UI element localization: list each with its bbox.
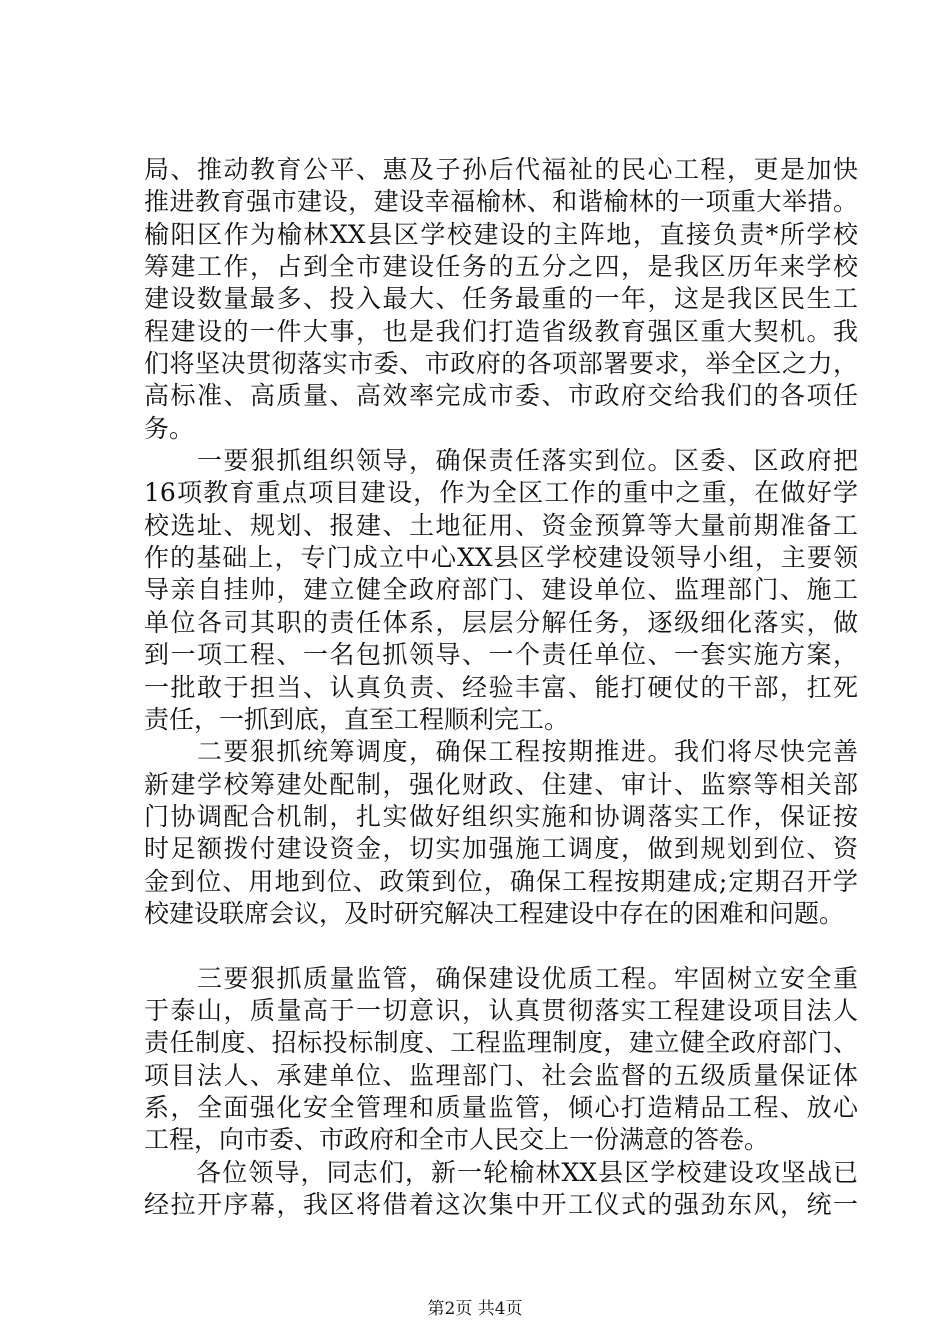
text-line: 金到位、用地到位、政策到位，确保工程按期建成;定期召开学 <box>144 866 858 896</box>
text-line: 三要狠抓质量监管，确保建设优质工程。牢固树立安全重 <box>144 963 858 993</box>
text-line: 校选址、规划、报建、土地征用、资金预算等大量前期准备工 <box>144 510 858 540</box>
text-line: 作的基础上，专门成立中心XX县区学校建设领导小组，主要领 <box>144 543 858 573</box>
text-line: 系，全面强化安全管理和质量监管，倾心打造精品工程、放心 <box>144 1092 858 1122</box>
paragraph-gap <box>144 930 858 962</box>
text-line: 程建设的一件大事，也是我们打造省级教育强区重大契机。我 <box>144 316 858 346</box>
text-line: 建设数量最多、投入最大、任务最重的一年，这是我区民生工 <box>144 284 858 314</box>
page-footer: 第2页 共4页 <box>427 1299 523 1319</box>
text-line: 榆阳区作为榆林XX县区学校建设的主阵地，直接负责*所学校 <box>144 219 858 249</box>
text-line: 导亲自挂帅，建立健全政府部门、建设单位、监理部门、施工 <box>144 575 858 605</box>
text-line: 一批敢于担当、认真负责、经验丰富、能打硬仗的干部，扛死 <box>144 672 858 702</box>
text-line: 责任，一抓到底，直至工程顺利完工。 <box>144 704 570 734</box>
text-line: 们将坚决贯彻落实市委、市政府的各项部署要求，举全区之力， <box>144 349 858 379</box>
text-line: 工程，向市委、市政府和全市人民交上一份满意的答卷。 <box>144 1125 770 1155</box>
text-line: 项目法人、承建单位、监理部门、社会监督的五级质量保证体 <box>144 1060 858 1090</box>
text-line: 门协调配合机制，扎实做好组织实施和协调落实工作，保证按 <box>144 801 858 831</box>
text-line: 于泰山，质量高于一切意识，认真贯彻落实工程建设项目法人 <box>144 995 858 1025</box>
text-line: 筹建工作，占到全市建设任务的五分之四，是我区历年来学校 <box>144 252 858 282</box>
text-line: 推进教育强市建设，建设幸福榆林、和谐榆林的一项重大举措。 <box>144 187 858 217</box>
text-line: 单位各司其职的责任体系，层层分解任务，逐级细化落实，做 <box>144 607 858 637</box>
text-line: 责任制度、招标投标制度、工程监理制度，建立健全政府部门、 <box>144 1028 858 1058</box>
text-line: 务。 <box>144 413 195 443</box>
text-line: 二要狠抓统筹调度，确保工程按期推进。我们将尽快完善 <box>144 737 858 767</box>
text-line: 校建设联席会议，及时研究解决工程建设中存在的困难和问题。 <box>144 898 845 928</box>
text-line: 高标准、高质量、高效率完成市委、市政府交给我们的各项任 <box>144 381 858 411</box>
document-body <box>144 154 858 1221</box>
text-line: 局、推动教育公平、惠及子孙后代福祉的民心工程，更是加快 <box>144 155 858 184</box>
text-line: 16项教育重点项目建设，作为全区工作的重中之重，在做好学 <box>144 478 858 508</box>
text-line: 时足额拨付建设资金，切实加强施工调度，做到规划到位、资 <box>144 834 858 864</box>
text-line: 新建学校筹建处配制，强化财政、住建、审计、监察等相关部 <box>144 769 858 799</box>
text-line: 到一项工程、一名包抓领导、一个责任单位、一套实施方案， <box>144 640 858 670</box>
text-line: 各位领导，同志们，新一轮榆林XX县区学校建设攻坚战已 <box>144 1157 858 1187</box>
text-line: 经拉开序幕，我区将借着这次集中开工仪式的强劲东风，统一 <box>144 1190 858 1219</box>
text-line: 一要狠抓组织领导，确保责任落实到位。区委、区政府把 <box>144 446 858 476</box>
